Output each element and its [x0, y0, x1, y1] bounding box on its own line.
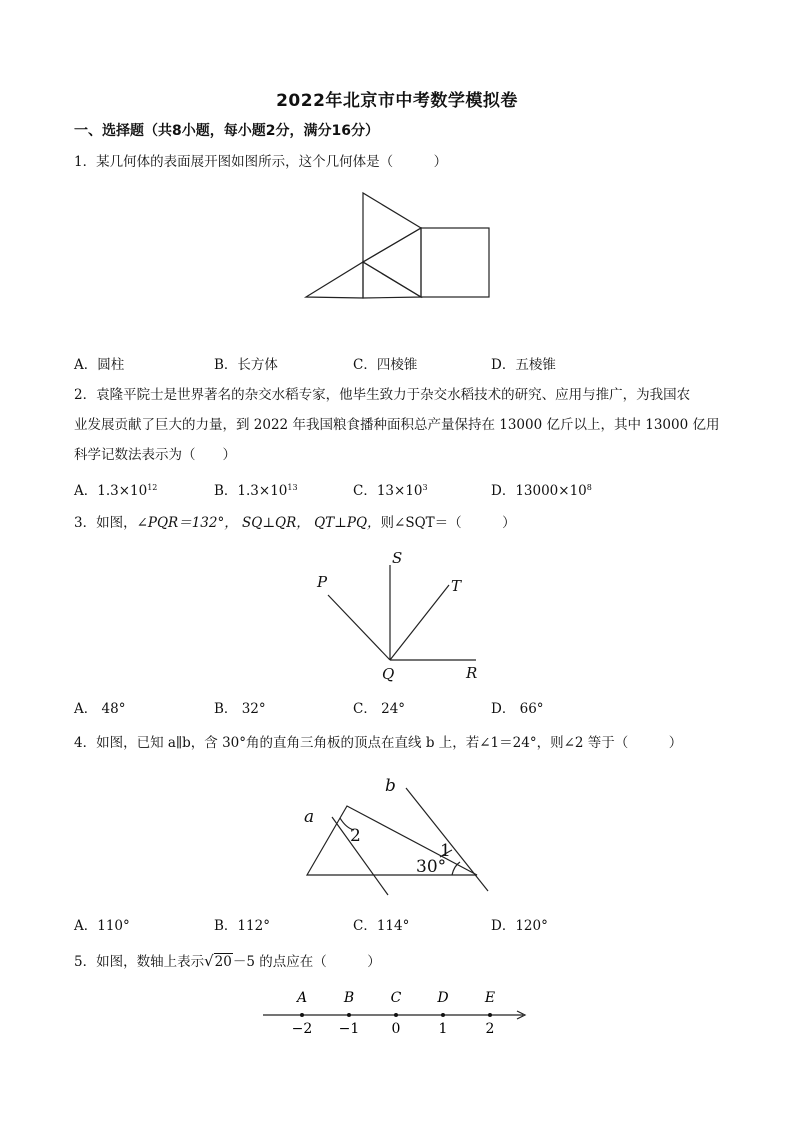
q2-option-b[interactable]: B．$1.3\times 10^{13}$	[214, 483, 298, 499]
ray-qt	[390, 585, 449, 660]
label-s: S	[392, 549, 403, 567]
net-square	[421, 228, 489, 297]
q4-option-b[interactable]: B．112°	[214, 918, 270, 934]
point-a-label: A	[296, 990, 308, 1006]
point-c-dot	[394, 1013, 398, 1017]
q5-stem: 5．如图，数轴上表示√20－5 的点应在（ ）	[74, 952, 381, 970]
point-e-label: E	[484, 990, 496, 1006]
q1-option-d[interactable]: D．五棱锥	[491, 357, 556, 373]
q4-options	[74, 914, 734, 934]
point-a-dot	[300, 1013, 304, 1017]
q2-line-1: 2．袁隆平院士是世界著名的杂交水稻专家，他毕生致力于杂交水稻技术的研究、应用与推广，为我国农	[74, 387, 691, 403]
q4-option-d[interactable]: D．120°	[491, 918, 548, 934]
point-d-dot	[441, 1013, 445, 1017]
q1-option-c[interactable]: C．四棱锥	[353, 357, 418, 373]
point-b-dot	[347, 1013, 351, 1017]
label-q: Q	[382, 665, 395, 683]
label-r: R	[466, 664, 478, 682]
point-a-value: −2	[291, 1021, 313, 1037]
q2-line-2: 业发展贡献了巨大的力量，到 2022 年我国粮食播种面积总产量保持在 13000 亿斤以上，其中 13000 亿用	[74, 417, 720, 433]
label-t: T	[451, 577, 462, 595]
q3-option-c[interactable]: C． 24°	[353, 701, 406, 717]
q3-stem: 3．如图，∠PQR＝132°， SQ⊥QR， QT⊥PQ，则∠SQT＝（ ）	[74, 515, 516, 531]
q4-stem: 4．如图，已知 a∥b，含 30°角的直角三角板的顶点在直线 b 上，若∠1＝24°，则∠2 等于（ ）	[74, 735, 683, 751]
q4-option-a[interactable]: A．110°	[74, 918, 130, 934]
net-triangle-top	[363, 193, 421, 262]
q2-options	[74, 479, 734, 499]
q3-option-d[interactable]: D． 66°	[491, 701, 544, 717]
q3-option-a[interactable]: A． 48°	[74, 701, 126, 717]
point-d-label: D	[437, 990, 449, 1006]
q3-option-b[interactable]: B． 32°	[214, 701, 266, 717]
q2-option-d[interactable]: D．$13000\times 10^8$	[491, 483, 592, 499]
q3-condition-3: QT⊥PQ，	[314, 515, 381, 531]
label-angle-2: 2	[350, 826, 361, 846]
label-angle-30: 30°	[416, 857, 447, 877]
page-title: 2022年北京市中考数学模拟卷	[276, 91, 518, 111]
sqrt-expression: √20	[204, 952, 232, 970]
section-heading: 一、选择题（共8小题，每小题2分，满分16分）	[74, 123, 379, 139]
q1-net-figure	[300, 190, 500, 310]
q1-option-a[interactable]: A．圆柱	[74, 357, 125, 373]
q2-line-3: 科学记数法表示为（ ）	[74, 447, 236, 463]
label-a: a	[304, 807, 315, 827]
q3-angle-figure	[300, 545, 500, 685]
point-c-label: C	[390, 990, 402, 1006]
point-d-value: 1	[438, 1021, 448, 1037]
label-b: b	[385, 776, 396, 796]
net-triangle-bottom-right	[363, 262, 421, 298]
q2-option-c[interactable]: C．$13\times 10^3$	[353, 483, 428, 499]
q1-option-b[interactable]: B．长方体	[214, 357, 278, 373]
point-b-label: B	[343, 990, 355, 1006]
set-square-triangle	[307, 806, 477, 875]
point-e-dot	[488, 1013, 492, 1017]
net-triangle-middle	[363, 228, 421, 297]
point-e-value: 2	[485, 1021, 495, 1037]
q1-stem: 1．某几何体的表面展开图如图所示，这个几何体是（ ）	[74, 154, 448, 170]
number-line-points	[292, 990, 495, 1037]
net-triangle-bottom-left	[306, 262, 363, 298]
q1-options	[74, 353, 734, 373]
q3-condition-1: ∠PQR＝132°，	[136, 515, 238, 531]
label-p: P	[317, 573, 328, 591]
label-angle-1: 1	[440, 841, 451, 861]
point-b-value: −1	[338, 1021, 360, 1037]
q2-option-a[interactable]: A．$1.3\times 10^{12}$	[74, 483, 158, 499]
q3-condition-2: SQ⊥QR，	[242, 515, 310, 531]
q5-number-line	[255, 985, 545, 1040]
q4-option-c[interactable]: C．114°	[353, 918, 410, 934]
ray-qp	[328, 595, 390, 660]
point-c-value: 0	[391, 1021, 401, 1037]
q3-options	[74, 697, 734, 717]
q4-triangle-figure	[290, 770, 510, 900]
